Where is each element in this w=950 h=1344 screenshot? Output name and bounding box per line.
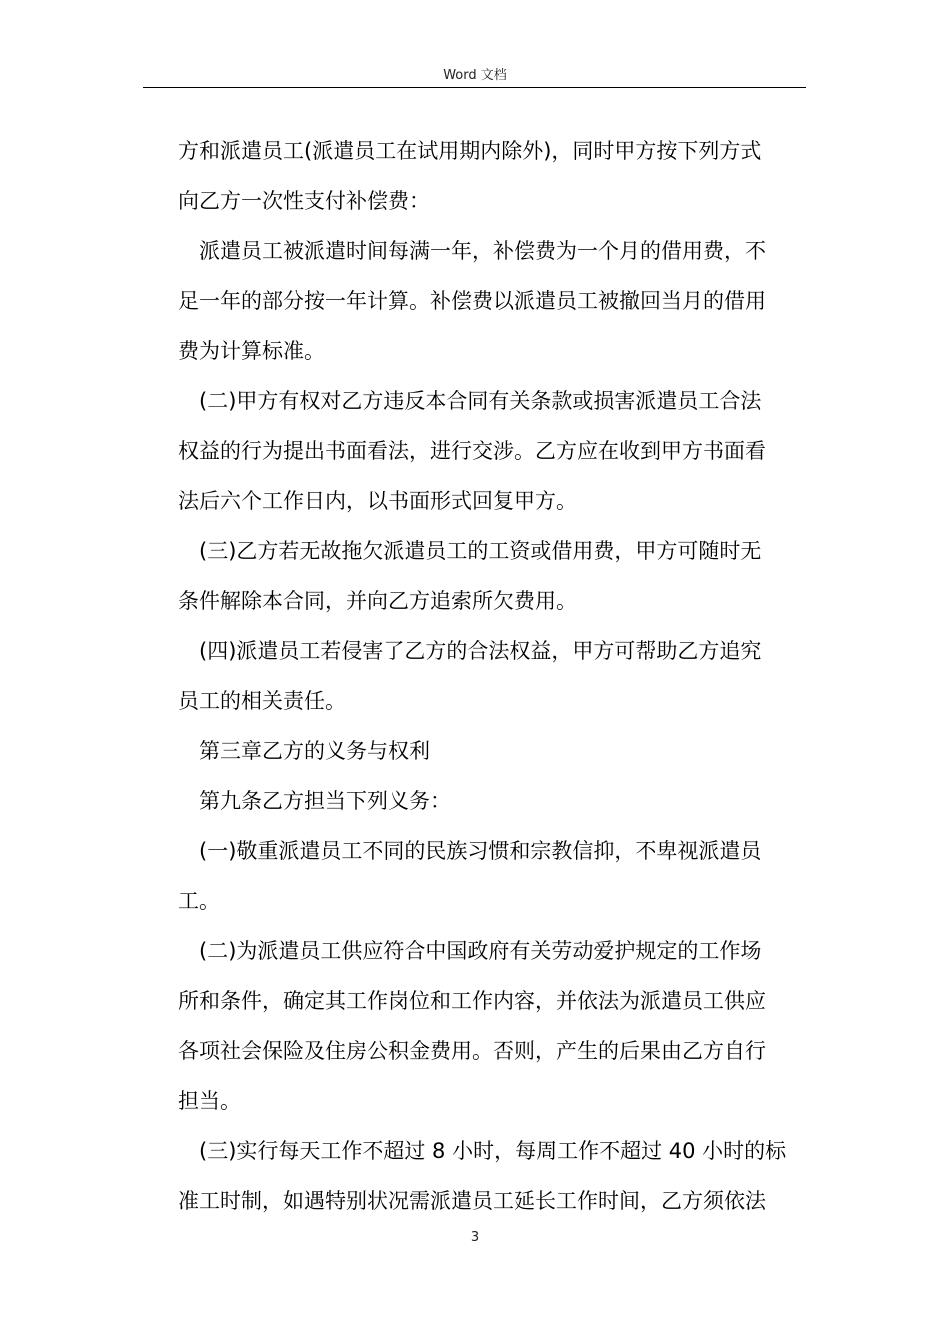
- body-line: 方和派遣员工(派遣员工在试用期内除外)，同时甲方按下列方式: [178, 139, 762, 163]
- body-line: 条件解除本合同，并向乙方追索所欠费用。: [178, 589, 577, 613]
- body-line: 法后六个工作日内，以书面形式回复甲方。: [178, 489, 577, 513]
- body-line: 各项社会保险及住房公积金费用。否则，产生的后果由乙方自行: [178, 1039, 766, 1063]
- document-body: [178, 126, 802, 1226]
- body-line: 所和条件，确定其工作岗位和工作内容，并依法为派遣员工供应: [178, 989, 766, 1013]
- body-line: 准工时制，如遇特别状况需派遣员工延长工作时间，乙方须依法: [178, 1189, 766, 1213]
- body-line: (二)甲方有权对乙方违反本合同有关条款或损害派遣员工合法: [199, 389, 762, 413]
- article-heading: 第九条乙方担当下列义务：: [199, 789, 451, 813]
- body-line: 权益的行为提出书面看法，进行交涉。乙方应在收到甲方书面看: [178, 439, 766, 463]
- body-line: (一)敬重派遣员工不同的民族习惯和宗教信抑，不卑视派遣员: [199, 839, 762, 863]
- body-line: 费为计算标准。: [178, 339, 325, 363]
- body-line: 向乙方一次性支付补偿费：: [178, 189, 430, 213]
- body-line: (三)乙方若无故拖欠派遣员工的工资或借用费，甲方可随时无: [199, 539, 762, 563]
- page-number: 3: [470, 1230, 480, 1245]
- chapter-heading: 第三章乙方的义务与权利: [199, 739, 430, 763]
- body-line: (四)派遣员工若侵害了乙方的合法权益，甲方可帮助乙方追究: [199, 639, 762, 663]
- body-line: 员工的相关责任。: [178, 689, 346, 713]
- header-divider: [143, 87, 806, 88]
- body-line: (二)为派遣员工供应符合中国政府有关劳动爱护规定的工作场: [199, 939, 762, 963]
- body-line: 派遣员工被派遣时间每满一年，补偿费为一个月的借用费，不: [199, 239, 766, 263]
- body-line: 工。: [178, 889, 220, 913]
- page-header-title: Word 文档: [443, 68, 507, 83]
- body-line: 担当。: [178, 1089, 241, 1113]
- body-line: (三)实行每天工作不超过 8 小时，每周工作不超过 40 小时的标: [199, 1139, 787, 1163]
- body-line: 足一年的部分按一年计算。补偿费以派遣员工被撤回当月的借用: [178, 289, 766, 313]
